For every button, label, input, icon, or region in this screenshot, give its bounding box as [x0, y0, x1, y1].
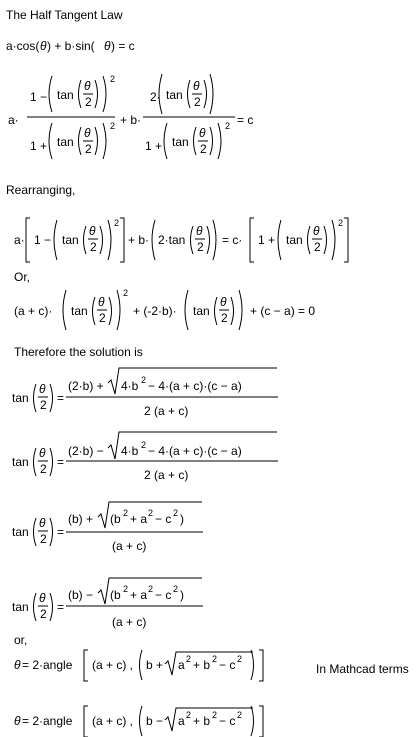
svg-text:2: 2	[212, 710, 218, 720]
svg-text:a·: a·	[8, 113, 19, 127]
svg-text:b +: b +	[146, 658, 164, 672]
svg-text:tan: tan	[71, 304, 88, 318]
svg-text:θ: θ	[39, 382, 46, 396]
svg-text:(a + c) ,: (a + c) ,	[92, 714, 134, 728]
svg-text:2: 2	[123, 584, 129, 594]
svg-text:2: 2	[173, 584, 179, 594]
svg-text:+ (c − a) = 0: + (c − a) = 0	[250, 304, 316, 318]
svg-text:+ b: + b	[193, 714, 211, 728]
svg-text:) = c: ) = c	[111, 39, 135, 53]
equation-quadratic	[14, 288, 315, 330]
svg-text:2: 2	[85, 142, 92, 156]
svg-text:2: 2	[212, 654, 218, 664]
svg-text:θ: θ	[89, 224, 96, 238]
svg-text:2: 2	[197, 240, 204, 254]
svg-text:= 2·angle: = 2·angle	[22, 658, 73, 672]
svg-text:+ a: + a	[130, 588, 148, 602]
svg-text:2 (a + c): 2 (a + c)	[144, 468, 189, 482]
svg-text:+ b·: + b·	[120, 113, 142, 127]
svg-text:2: 2	[186, 654, 192, 664]
svg-text:tan: tan	[166, 88, 183, 102]
equation-basic	[6, 39, 135, 53]
solution-2	[12, 432, 278, 482]
svg-text:− 4·(a + c)·(c − a): − 4·(a + c)·(c − a)	[148, 379, 242, 393]
svg-text:− 4·(a + c)·(c − a): − 4·(a + c)·(c − a)	[148, 444, 242, 458]
svg-text:=: =	[57, 455, 65, 469]
svg-text:2: 2	[194, 95, 201, 109]
svg-text:): )	[180, 512, 184, 526]
svg-text:(b) +: (b) +	[68, 512, 94, 526]
svg-text:2: 2	[148, 584, 154, 594]
svg-text:− c: − c	[155, 512, 172, 526]
solution-1	[12, 368, 278, 418]
svg-text:tan: tan	[12, 600, 29, 614]
svg-text:θ: θ	[14, 658, 21, 672]
svg-text:): )	[180, 588, 184, 602]
document-title: The Half Tangent Law	[6, 8, 123, 22]
svg-text:tan: tan	[57, 88, 74, 102]
svg-text:tan: tan	[12, 525, 29, 539]
svg-text:(a + c): (a + c)	[112, 615, 147, 629]
svg-text:(b) −: (b) −	[68, 588, 94, 602]
svg-text:(2·b) +: (2·b) +	[68, 379, 104, 393]
svg-text:2: 2	[40, 607, 47, 621]
svg-text:2: 2	[99, 311, 106, 325]
svg-text:− c: − c	[155, 588, 172, 602]
svg-text:θ: θ	[40, 39, 47, 53]
svg-text:(b: (b	[110, 588, 121, 602]
svg-text:2: 2	[110, 121, 116, 131]
solution-3	[12, 502, 203, 553]
svg-text:θ: θ	[193, 79, 200, 93]
svg-text:2·: 2·	[150, 90, 161, 104]
svg-text:(a + c): (a + c)	[112, 539, 147, 553]
svg-text:(a + c) ,: (a + c) ,	[92, 658, 134, 672]
svg-text:2: 2	[173, 508, 179, 518]
svg-text:θ: θ	[84, 126, 91, 140]
svg-text:b −: b −	[146, 714, 164, 728]
therefore-label: Therefore the solution is	[14, 345, 143, 359]
svg-text:tan: tan	[172, 135, 189, 149]
svg-text:θ: θ	[84, 79, 91, 93]
svg-text:1 −: 1 −	[34, 233, 52, 247]
svg-text:tan: tan	[57, 135, 74, 149]
svg-text:4·b: 4·b	[121, 379, 139, 393]
svg-text:a: a	[178, 658, 185, 672]
svg-text:θ: θ	[199, 126, 206, 140]
svg-text:2: 2	[85, 95, 92, 109]
svg-text:4·b: 4·b	[121, 444, 139, 458]
svg-text:= 2·angle: = 2·angle	[22, 714, 73, 728]
svg-text:=: =	[57, 525, 65, 539]
svg-text:= c·: = c·	[222, 233, 243, 247]
svg-text:2: 2	[40, 398, 47, 412]
svg-text:1 +: 1 +	[258, 233, 276, 247]
svg-text:+ b·: + b·	[128, 233, 150, 247]
mathcad-angle-1	[14, 650, 263, 681]
svg-text:2: 2	[338, 218, 344, 228]
svg-text:tan: tan	[193, 304, 210, 318]
svg-text:=: =	[57, 391, 65, 405]
svg-text:2: 2	[186, 710, 192, 720]
svg-text:(2·b) −: (2·b) −	[68, 444, 104, 458]
equation-rearranged	[14, 218, 348, 262]
svg-text:+ b: + b	[193, 658, 211, 672]
svg-text:+ a: + a	[130, 512, 148, 526]
svg-text:2: 2	[225, 121, 231, 131]
svg-text:2: 2	[141, 375, 147, 385]
svg-text:θ: θ	[98, 295, 105, 309]
svg-text:a·: a·	[14, 233, 25, 247]
svg-text:+ (-2·b)·: + (-2·b)·	[133, 304, 177, 318]
svg-text:− c: − c	[219, 658, 236, 672]
svg-text:θ: θ	[39, 516, 46, 530]
svg-text:θ: θ	[196, 224, 203, 238]
svg-text:2: 2	[221, 311, 228, 325]
svg-text:= c: = c	[237, 113, 254, 127]
svg-text:2: 2	[237, 710, 243, 720]
svg-text:1 −: 1 −	[30, 90, 48, 104]
svg-text:(b: (b	[110, 512, 121, 526]
svg-text:) + b·sin(: ) + b·sin(	[47, 39, 95, 53]
svg-text:2: 2	[90, 240, 97, 254]
svg-text:2·tan: 2·tan	[158, 233, 186, 247]
svg-text:2: 2	[40, 532, 47, 546]
svg-text:a·cos(: a·cos(	[6, 39, 40, 53]
svg-text:2: 2	[148, 508, 154, 518]
svg-text:θ: θ	[14, 714, 21, 728]
svg-text:tan: tan	[286, 233, 303, 247]
svg-text:2: 2	[123, 508, 129, 518]
or-label: Or,	[14, 270, 31, 284]
svg-text:2: 2	[141, 440, 147, 450]
svg-text:θ: θ	[39, 591, 46, 605]
equation-substituted	[8, 74, 253, 159]
mathcad-angle-2	[14, 706, 263, 737]
svg-text:tan: tan	[12, 391, 29, 405]
svg-text:1 +: 1 +	[30, 139, 48, 153]
mathcad-note: In Mathcad terms	[316, 662, 409, 676]
rearranging-label: Rearranging,	[6, 183, 76, 197]
svg-text:θ: θ	[313, 224, 320, 238]
svg-text:2: 2	[114, 218, 120, 228]
svg-text:2 (a + c): 2 (a + c)	[144, 404, 189, 418]
svg-text:θ: θ	[104, 39, 111, 53]
svg-text:− c: − c	[219, 714, 236, 728]
svg-text:tan: tan	[62, 233, 79, 247]
svg-text:(a + c)·: (a + c)·	[14, 304, 53, 318]
svg-text:2: 2	[314, 240, 321, 254]
svg-text:2: 2	[40, 462, 47, 476]
or-label-2: or,	[14, 633, 28, 647]
svg-text:2: 2	[123, 288, 129, 298]
svg-text:θ: θ	[39, 446, 46, 460]
svg-text:θ: θ	[220, 295, 227, 309]
svg-text:2: 2	[200, 142, 207, 156]
svg-text:1 +: 1 +	[145, 139, 163, 153]
svg-text:2: 2	[237, 654, 243, 664]
solution-4	[12, 578, 203, 629]
svg-text:a: a	[178, 714, 185, 728]
svg-text:2: 2	[110, 74, 116, 84]
svg-text:=: =	[57, 600, 65, 614]
svg-text:tan: tan	[12, 455, 29, 469]
